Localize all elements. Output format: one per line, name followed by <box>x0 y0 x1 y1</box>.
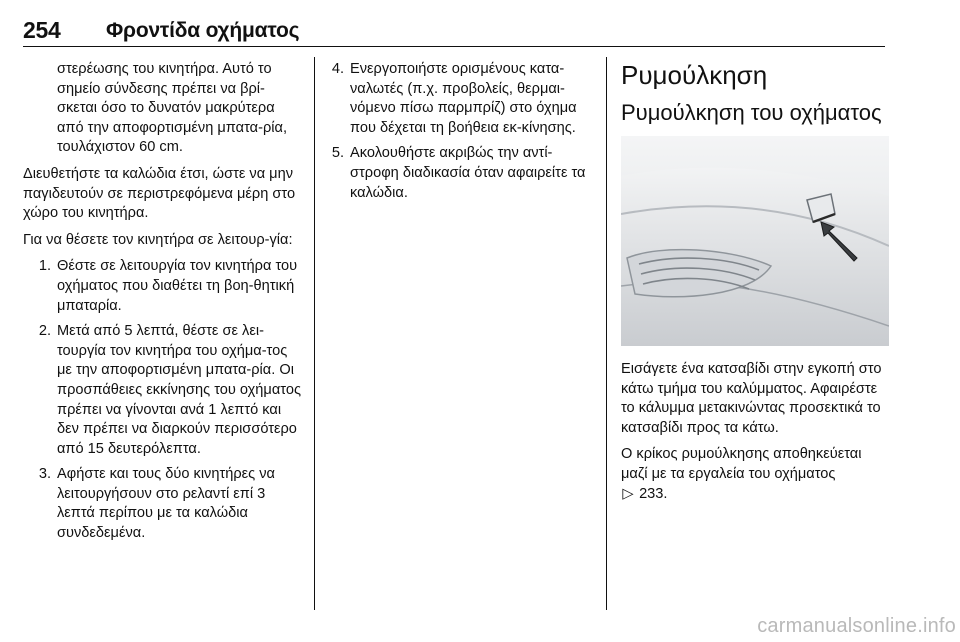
start-steps-list <box>23 257 301 543</box>
step-number: 3. <box>38 466 51 483</box>
reference-arrow-icon: ▷ <box>622 485 634 502</box>
step-text: Αφήστε και τους δύο κινητήρες να λειτουργήσουν στο ρελαντί επί 3 λεπτά περίπου με τα καλώδια συνδεδεμένα. <box>57 466 275 542</box>
section-heading: Ρυμούλκηση <box>621 60 768 90</box>
column-divider-2 <box>606 57 607 610</box>
list-item <box>23 257 301 316</box>
paragraph-start-intro: Για να θέσετε τον κινητήρα σε λειτουρ-γία: <box>23 231 293 248</box>
step-text: Ενεργοποιήστε ορισμένους κατα-ναλωτές (π.χ. προβολείς, θερμαι-νόμενο πίσω παρμπρίζ) στο όχημα που δέχεται τη βοήθεια εκ-κίνησης. <box>350 61 577 136</box>
continued-paragraph: στερέωσης του κινητήρα. Αυτό το σημείο σύνδεσης πρέπει να βρί-σκεται όσο το δυνατόν μακρύτερα από την αποφορτισμένη μπατα-ρία, τουλάχιστον 60 cm. <box>57 61 287 156</box>
subsection-heading: Ρυμούλκηση του οχήματος <box>621 100 882 125</box>
list-item <box>326 144 588 203</box>
page-title: Φροντίδα οχήματος <box>106 19 300 42</box>
bumper-illustration <box>621 136 889 346</box>
list-item <box>326 60 588 138</box>
step-text: Θέστε σε λειτουργία τον κινητήρα του οχήματος που διαθέτει τη βοη-θητική μπαταρία. <box>57 258 298 314</box>
step-number: 4. <box>331 61 344 77</box>
list-item <box>23 465 301 543</box>
step-text: Μετά από 5 λεπτά, θέστε σε λει-τουργία τον κινητήρα του οχήμα-τος με την αποφορτισμένη μπατα-ρία. Οι προσπάθειες εκκίνησης του οχήματος πρέπει να γίνονται ανά 1 λεπτό και δεν πρέπει να διαρκούν περισσότερο από 15 δευτερόλεπτα. <box>57 323 301 457</box>
storage-text: Ο κρίκος ρυμούλκησης αποθηκεύεται μαζί με τα εργαλεία του οχήματος <box>621 446 862 482</box>
step-number: 2. <box>38 323 51 340</box>
towing-eye-cover-illustration <box>621 136 889 346</box>
watermark: carmanualsonline.info <box>757 615 956 637</box>
column-divider-1 <box>314 57 315 610</box>
header-rule <box>23 46 885 47</box>
step-number: 5. <box>331 145 344 162</box>
continued-steps-list <box>326 60 588 203</box>
column-1 <box>23 60 301 550</box>
paragraph-remove-cover: Εισάγετε ένα κατσαβίδι στην εγκοπή στο κάτω τμήμα του καλύμματος. Αφαιρέστε το κάλυμμα μετακινώντας προσεκτικά το κατσαβίδι προς τα κάτω. <box>621 361 882 436</box>
step-text: Ακολουθήστε ακριβώς την αντί-στροφη διαδικασία όταν αφαιρείτε τα καλώδια. <box>350 145 586 201</box>
list-item <box>23 322 301 459</box>
paragraph-towing-eye-storage <box>621 445 889 504</box>
column-3 <box>621 60 889 511</box>
page-number: 254 <box>23 17 61 43</box>
column-2 <box>326 60 588 209</box>
page-header <box>23 14 885 48</box>
page-reference[interactable]: 233. <box>639 485 668 502</box>
step-number: 1. <box>38 258 51 275</box>
paragraph-cables: Διευθετήστε τα καλώδια έτσι, ώστε να μην παγιδευτούν σε περιστρεφόμενα μέρη στο χώρο του κινητήρα. <box>23 165 296 222</box>
